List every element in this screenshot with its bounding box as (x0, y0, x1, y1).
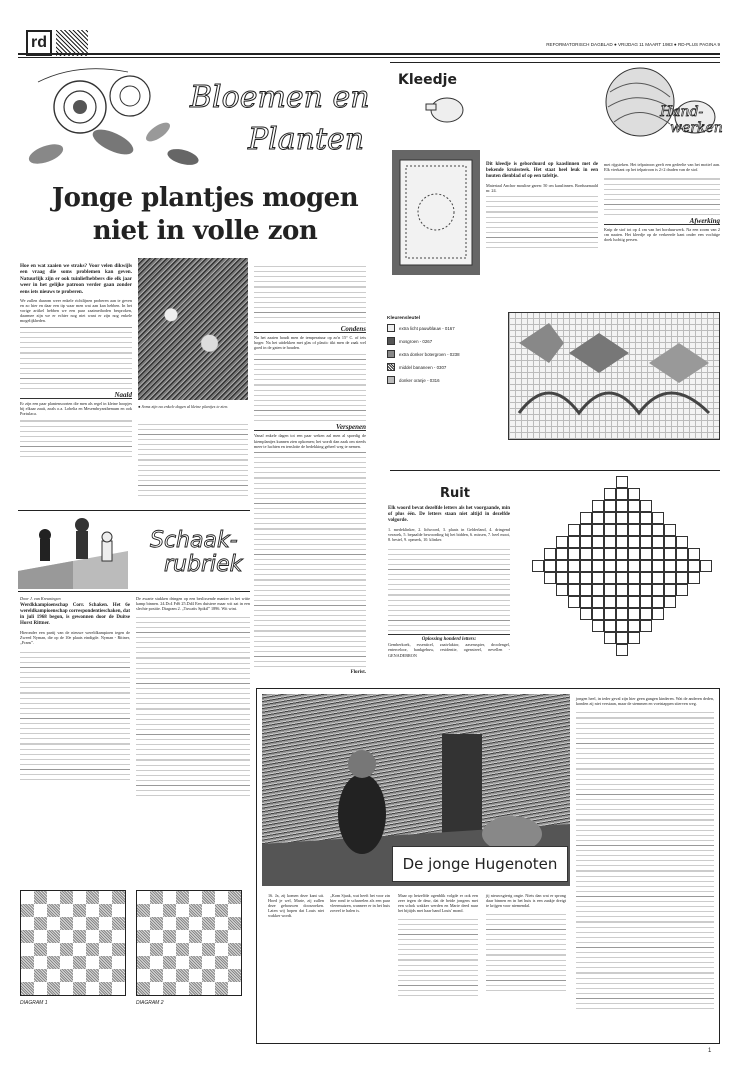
kleedje-right-cont (604, 175, 720, 215)
kleedje-col-2 (604, 162, 720, 246)
chess-pieces-illustration (18, 511, 128, 589)
legend-item (387, 376, 507, 384)
masthead-line: REFORMATORISCH DAGBLAD ● VRIJDAG 11 MAART 1983 ● RD-PLUS PAGINA 9 (546, 42, 720, 47)
chess-col2-text: De zwarte stukken dringen op een beslissende manier in het witte kamp binnen. 24.Dc4 Fd6 25.Dd4 Een duistere maar wit zat in een slechte positie. Diagram 2. „Tuwatis Spiktl” 1896. Wit wint. (136, 596, 250, 612)
story-col4-text: jij nieuwsgierig ongie. Niets dan wat er sprong daar binnen en in het huis is een zaakje dreigt te krijgen voor niemendal. (486, 893, 566, 909)
handwerken-title (660, 104, 723, 136)
story-col3-text: Maar op hetzelfde ogenblik volgde er ook een zeer tegen de deur, dat de beide jongens met een schok wakker werden en Marie deed naar het bijtijds met haar hand Louis' mond. (398, 893, 478, 914)
verspenen-text: Vanaf enkele dagen tot een paar weken zal men al spoedig de kiemplantjes kunnen zien opkomen; het wordt dan zaak om steeds meer te luchten en tenslotte de bedekking geheel weg te nemen. (254, 433, 366, 449)
kleedje-title: Kleedje (398, 72, 457, 88)
afwerking-text: Knip de stof tot op 4 cm van het borduurwerk. Na een zoom van 2 cm naaien. Het kleedje op de verkeerde kant onder een vochtige doek luchtig persen. (604, 227, 720, 243)
legend-swatch (387, 363, 395, 371)
story-col-3 (398, 893, 478, 999)
sub-afwerking: Afwerking (604, 219, 720, 225)
legend-list (387, 324, 507, 389)
sub-naald: Naald (20, 393, 132, 399)
story-col5-cont (576, 709, 714, 1009)
stitch-chart (508, 312, 720, 440)
ruit-grid (532, 476, 712, 656)
story-title-box (392, 846, 568, 882)
chess-intro: Werdkkampioenschap Corr. Schaken. Het 6e wereldkampioenschap correspondentieschaken, dat in juli 1968 begon, is gewonnen door de Duitse Horst Rittner. (20, 603, 130, 627)
story-col-2 (330, 893, 390, 916)
ruit-clues: 1. medeklinker, 2. lidwoord, 3. plaats in Gelderland, 4. dringend verzoek, 5. bepaalde bewoording bij het bidden, 6. missen, 7. heel mooi, 8. bestel, 9. opmerk, 10. klinker. (388, 527, 510, 543)
article-intro: Hoe en wat zaaien we straks? Voor velen dikwijls een vraag die soms problemen kan geven. Natuurlijk zijn er ook tuinliefhebbers die elk jaar weer in het gelijke patroon verder gaan zonder eens iets nieuws te proberen. (20, 263, 132, 295)
kleedje-col-1 (486, 162, 598, 251)
sub-condens: Condens (254, 327, 366, 333)
story-col4-cont (486, 911, 566, 991)
ruit-intro: Elk woord bevat dezelfde letters als het voorgaande, min of plus één. De letters staan niet altijd in dezelfde volgorde. (388, 506, 510, 523)
story-col-1 (268, 893, 324, 921)
kleedje-photo (392, 90, 480, 275)
chess-body-cont (20, 648, 130, 780)
legend-label: donker oranje - 0316 (399, 377, 440, 383)
legend-label: mosgroen - 0267 (399, 338, 433, 344)
chess-body: Hieronder een partij van de nieuwe wereldkampioen tegen de Zweed Nyman, die op de 10e plaats eindigde. Nyman - Rittner, „Frans”. (20, 630, 130, 646)
chess-diagram-1 (20, 890, 126, 996)
diagram-1-label: DIAGRAM 1 (20, 1000, 48, 1006)
story-col5-text: jongen heel, in ieder geval zijn hier geen gangen kinderen. Wat de anderen deden, konden zij niet verstaan, maar de stemmen en voetstappen stierven weg. (576, 696, 714, 707)
legend-item (387, 324, 507, 332)
story-title: De jonge Hugenoten (402, 855, 558, 873)
chess-col-1 (20, 596, 130, 783)
chess-title-1: Schaak- (150, 528, 238, 553)
legend-swatch (387, 376, 395, 384)
kleedje-cont (486, 196, 598, 248)
ruit-rule (390, 470, 720, 471)
ruit-solution: Gemberkoek, essenticel, zaaivlaktor, aaseruspier, droolengel, enterceloor, bankgebuw, residentie, ogenstreel, nevellen - GENADEBRON (388, 642, 510, 658)
article-body: We zullen daarom weer enkele richtlijnen proberen aan te geven en zo hier en daar een tip waar men wat aan kan hebben. In het vorige artikel hebben we een paar zaaimethoden besproken, daarmee zijn we er echter nog niet want er zijn nog enkele mogelijkheden. (20, 298, 132, 324)
chess-col2-cont (136, 614, 250, 796)
article-col-2-low (138, 422, 248, 496)
naald-text-cont (20, 419, 132, 457)
diagram-2-label: DIAGRAM 2 (136, 1000, 164, 1006)
ruit-clues-cont (388, 545, 510, 631)
bloemen-title-2: Planten (248, 122, 365, 157)
article-col-3 (254, 263, 366, 675)
photo-caption: ● Soms zijn na enkele dagen al kleine plantjes te zien. (138, 404, 229, 409)
teapot-illustration (392, 90, 480, 275)
chess-title-2: rubriek (164, 552, 243, 577)
plantjes-photo (138, 258, 248, 400)
article-col-1 (20, 263, 132, 460)
naald-text: Er zijn een paar plantensoorten die men als regel in kleine hoopjes bij elkaar zaait, zoals o.a. Lobelia en Mesembryanthemum en ook Portulaca. (20, 400, 132, 416)
story-col-5 (576, 696, 714, 1012)
legend-label: extra licht pauwblauw - 0167 (399, 325, 455, 331)
legend-swatch (387, 337, 395, 345)
col3-top (254, 263, 366, 323)
handwerken-2: werken (670, 120, 723, 136)
chess-title-box (130, 529, 248, 583)
signature: Florist. (350, 669, 366, 675)
masthead-rule-2 (18, 57, 720, 58)
legend-swatch (387, 324, 395, 332)
kleedje-right-text: met rijgsteken. Het telpatroon geeft een gedeelte van het motief aan. Elk vierkant op het telpatroon is 2×2 draden van de stof. (604, 162, 720, 173)
kleedje-materials: Materiaal Anchor mouline garen: 50 cm kaaslinnen. Borduurnaald nr. 24. (486, 183, 598, 194)
condens-cont (254, 353, 366, 421)
ruit-solution-title: Oplossing honderd letters: (388, 634, 510, 642)
rd-logo-text: rd (31, 34, 47, 51)
chess-diagram-2 (136, 890, 242, 996)
story-col1-text: 16. Ja, zij komen deze kant uit. Hoed je wel, Marie, zij zullen deze gebouwen doorzoeken. Laten wij hopen dat Louis niet wakker wordt. (268, 893, 324, 919)
verspenen-cont (254, 452, 366, 667)
ruit-title: Ruit (440, 486, 470, 501)
chess-col-2 (136, 596, 250, 799)
kleedje-intro: Dit kleedje is geborduurd op kaaslinnen met de bekende kruissteek. Het staat heel leuk in een houten dienblad of op een tafeltje. (486, 162, 598, 179)
legend-label: middel bananeen - 0307 (399, 364, 447, 370)
sub-verspenen: Verspenen (254, 425, 366, 431)
legend-item (387, 350, 507, 358)
ruit-text (388, 506, 510, 661)
story-col-4 (486, 893, 566, 994)
legend-label: extra donker botergroen - 0238 (399, 351, 460, 357)
chess-author: Door J. van Kreuningen (20, 596, 61, 601)
bloemen-banner (18, 62, 383, 180)
chess-banner (18, 510, 250, 592)
legend-item (387, 363, 507, 371)
story-col2-text: „Kom Sjaak, wat heeft het voor zin hier rond te scharrelen als een paar vleermuizen, wanneer er in het huis zoveel te halen is. (330, 893, 390, 914)
headline-1: Jonge plantjes mogen (51, 183, 359, 213)
handwerken-1: Hand- (660, 104, 704, 120)
stitch-motif (509, 313, 719, 439)
masthead-rule (18, 53, 720, 55)
legend-swatch (387, 350, 395, 358)
page-number: 1 (708, 1048, 712, 1054)
headline-2: niet in volle zon (92, 216, 318, 246)
bloemen-title-1: Bloemen en (190, 80, 370, 115)
legend-item (387, 337, 507, 345)
legend-title: Kleurensleutel (387, 316, 421, 321)
article-body-cont (20, 327, 132, 389)
condens-text: Na het zaaien houdt men de temperatuur op zo'n 15° C. of iets hoger. Na het uitdekken met glas of plastic tikt men de zaak wel goed in de gaten te houden. (254, 335, 366, 351)
story-col3-cont (398, 916, 478, 996)
